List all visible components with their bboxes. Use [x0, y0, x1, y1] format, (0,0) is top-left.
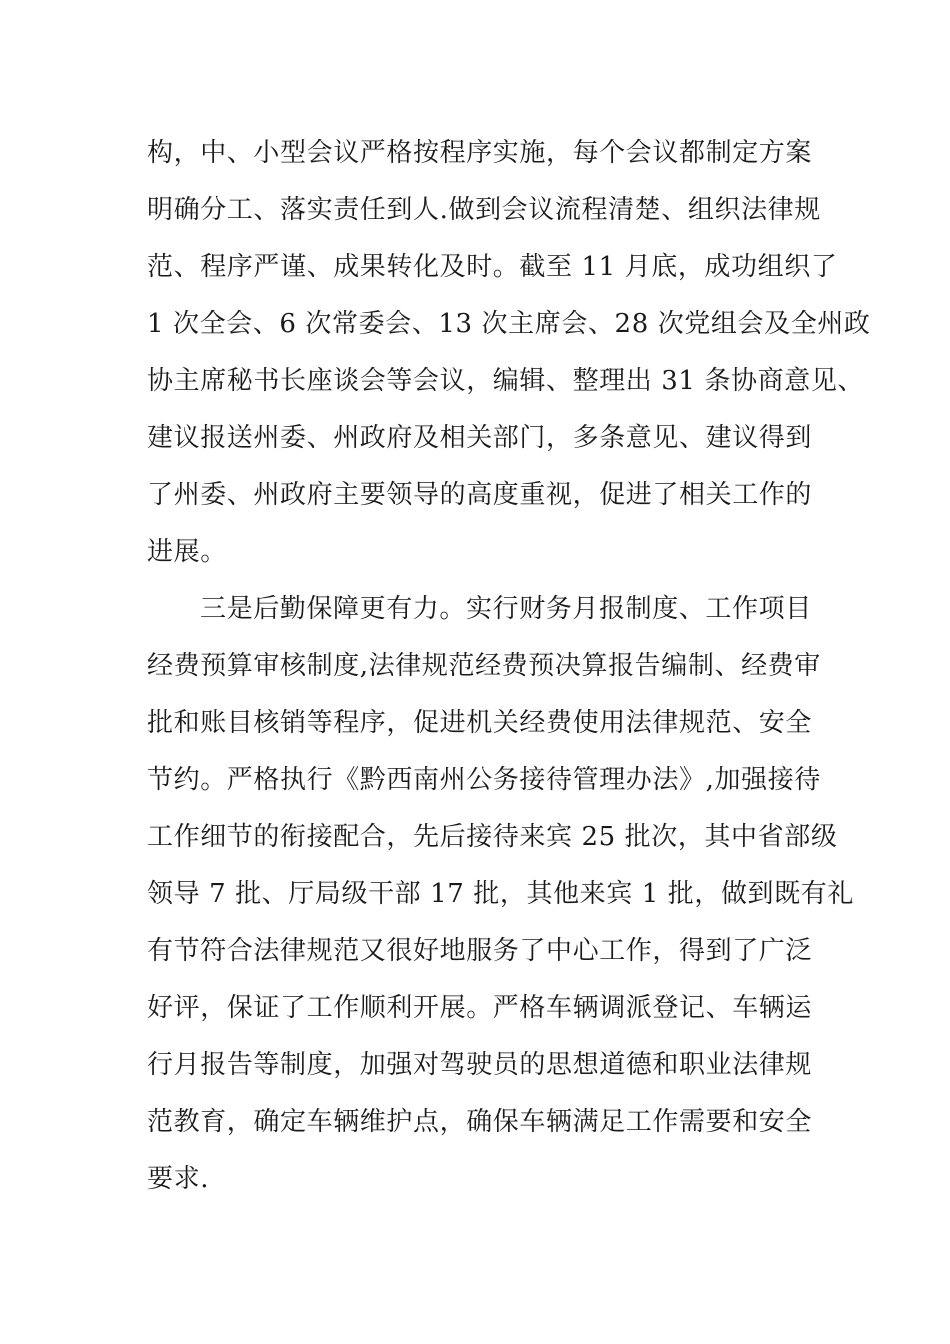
text-line-7: 了州委、州政府主要领导的高度重视，促进了相关工作的	[147, 480, 813, 510]
text-line-14: 领导 7 批、厅局级干部 17 批，其他来宾 1 批，做到既有礼	[147, 879, 854, 909]
text-line-17: 行月报告等制度，加强对驾驶员的思想道德和职业法律规	[147, 1050, 813, 1080]
text-line-18: 范教育，确定车辆维护点，确保车辆满足工作需要和安全	[147, 1107, 813, 1137]
text-line-12: 节约。严格执行《黔西南州公务接待管理办法》,加强接待	[147, 765, 821, 795]
text-line-11: 批和账目核销等程序，促进机关经费使用法律规范、安全	[147, 708, 813, 738]
text-line-1: 构，中、小型会议严格按程序实施，每个会议都制定方案	[147, 138, 813, 168]
text-line-16: 好评，保证了工作顺利开展。严格车辆调派登记、车辆运	[147, 993, 813, 1023]
paragraph-start-line: 三是后勤保障更有力。实行财务月报制度、工作项目	[200, 594, 812, 624]
text-line-6: 建议报送州委、州政府及相关部门，多条意见、建议得到	[147, 423, 813, 453]
text-line-4: 1 次全会、6 次常委会、13 次主席会、28 次党组会及全州政	[147, 309, 871, 339]
text-line-5: 协主席秘书长座谈会等会议，编辑、整理出 31 条协商意见、	[147, 366, 865, 396]
text-line-2: 明确分工、落实责任到人.做到会议流程清楚、组织法律规	[147, 195, 821, 225]
text-line-15: 有节符合法律规范又很好地服务了中心工作，得到了广泛	[147, 936, 813, 966]
text-line-13: 工作细节的衔接配合，先后接待来宾 25 批次，其中省部级	[147, 822, 838, 852]
text-line-8: 进展。	[147, 537, 227, 567]
text-line-10: 经费预算审核制度,法律规范经费预决算报告编制、经费审	[147, 651, 821, 681]
text-line-19: 要求.	[147, 1164, 210, 1194]
text-line-3: 范、程序严谨、成果转化及时。截至 11 月底，成功组织了	[147, 252, 838, 282]
